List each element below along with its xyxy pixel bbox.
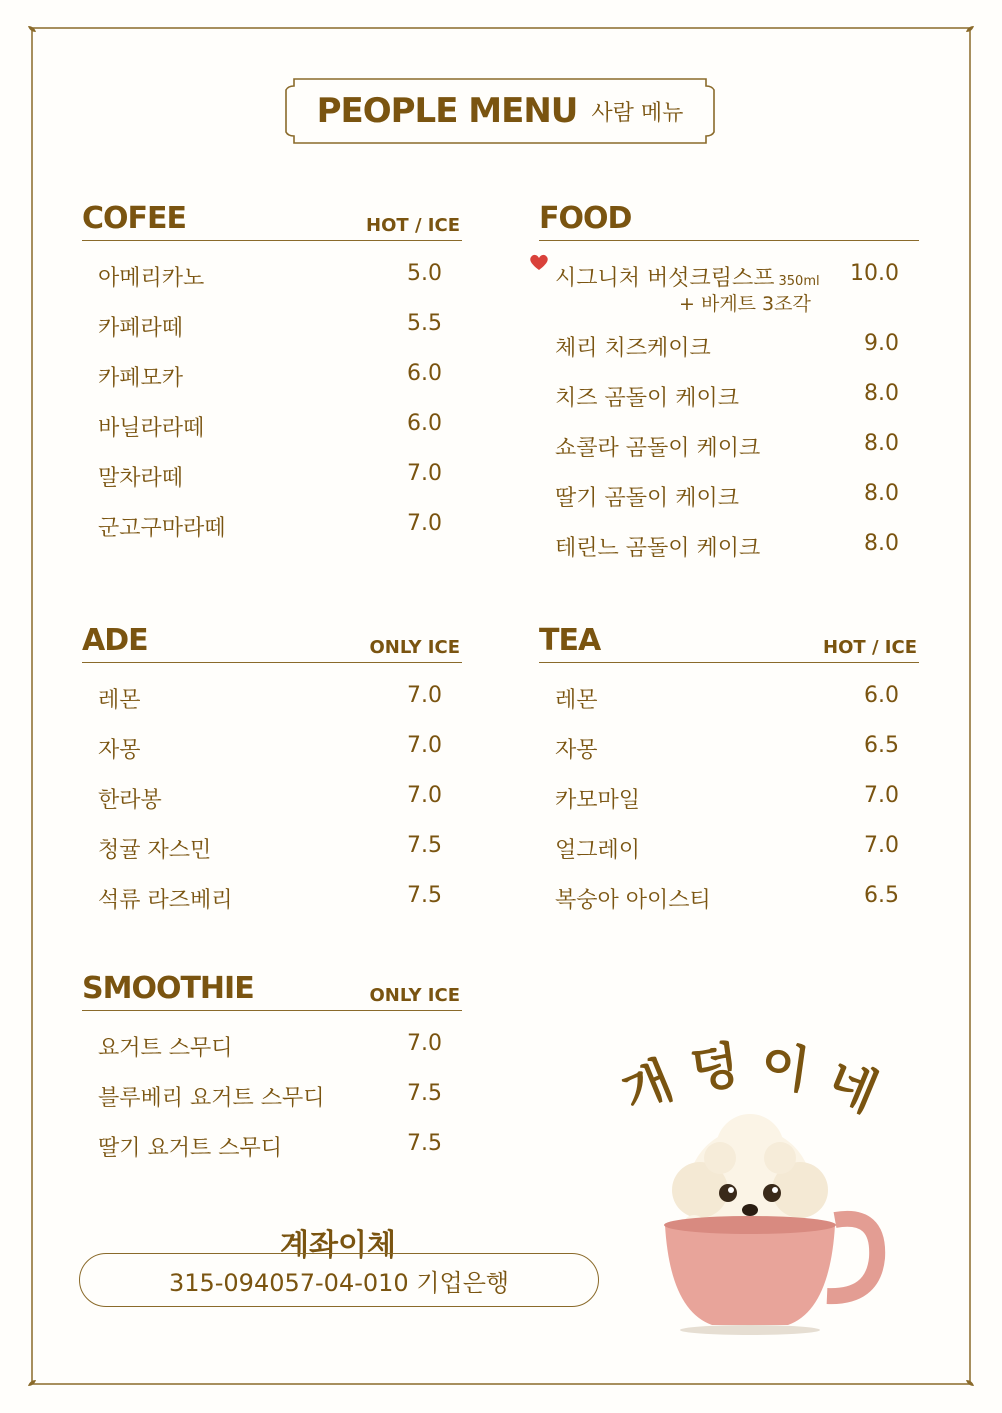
item-size: 350ml [778, 274, 820, 289]
menu-item [539, 771, 919, 821]
menu-item [82, 499, 462, 549]
menu-item [539, 671, 919, 721]
item-price: 5.5 [407, 311, 442, 336]
menu-item [539, 821, 919, 871]
item-price: 7.0 [407, 783, 442, 808]
item-name: 석류 라즈베리 [98, 888, 233, 913]
item-name: 바닐라라떼 [98, 416, 205, 441]
section-note: HOT / ICE [366, 215, 460, 236]
menu-item [539, 469, 919, 519]
menu-item [82, 449, 462, 499]
item-price: 7.0 [407, 733, 442, 758]
section-title: TEA [539, 623, 601, 658]
menu-item [82, 249, 462, 299]
menu-item [82, 1119, 462, 1169]
item-price: 7.0 [864, 783, 899, 808]
item-name: 딸기 요거트 스무디 [98, 1136, 283, 1161]
section-title: SMOOTHIE [82, 971, 254, 1006]
item-name: 복숭아 아이스티 [555, 888, 711, 913]
item-name-text: 시그니처 버섯크림스프 [555, 266, 775, 291]
heart-icon [529, 253, 549, 271]
menu-title [282, 78, 718, 144]
item-name: 카페라떼 [98, 316, 184, 341]
item-name: 군고구마라떼 [98, 516, 226, 541]
item-extra: + 바게트 3조각 [679, 293, 811, 315]
section-ade [82, 620, 462, 921]
menu-item [82, 299, 462, 349]
item-price: 7.5 [407, 833, 442, 858]
item-price: 5.0 [407, 261, 442, 286]
item-price: 8.0 [864, 481, 899, 506]
menu-item [82, 771, 462, 821]
item-price: 7.5 [407, 883, 442, 908]
item-name: 얼그레이 [555, 838, 641, 863]
section-note: ONLY ICE [369, 637, 460, 658]
menu-item [82, 349, 462, 399]
item-name: 딸기 곰돌이 케이크 [555, 486, 740, 511]
item-price: 7.5 [407, 1081, 442, 1106]
account-number: 315-094057-04-010 기업은행 [168, 1268, 510, 1297]
item-price: 8.0 [864, 381, 899, 406]
item-price: 6.5 [864, 733, 899, 758]
section-tea [539, 620, 919, 921]
section-header [539, 198, 919, 241]
section-note: HOT / ICE [823, 637, 917, 658]
item-price: 8.0 [864, 431, 899, 456]
item-name [555, 261, 820, 292]
item-name: 테린느 곰돌이 케이크 [555, 536, 761, 561]
section-title: COFEE [82, 201, 186, 236]
item-name: 레몬 [98, 688, 141, 713]
menu-item [82, 671, 462, 721]
menu-item [82, 721, 462, 771]
menu-item [539, 519, 919, 569]
item-price: 7.0 [407, 683, 442, 708]
item-name: 체리 치즈케이크 [555, 336, 711, 361]
menu-item [82, 1019, 462, 1069]
item-name: 자몽 [555, 738, 598, 763]
section-coffee [82, 198, 462, 549]
menu-item [82, 871, 462, 921]
section-header [539, 620, 919, 663]
section-smoothie [82, 968, 462, 1169]
section-food [539, 198, 919, 569]
account-label: 계좌이체 [280, 1228, 396, 1263]
menu-title-main: PEOPLE MENU [316, 91, 578, 131]
menu-item [82, 821, 462, 871]
item-name: 말차라떼 [98, 466, 184, 491]
item-name: 한라봉 [98, 788, 162, 813]
puppy-in-cup-icon [590, 1030, 910, 1340]
menu-item [539, 319, 919, 369]
item-name: 카모마일 [555, 788, 641, 813]
menu-item [539, 871, 919, 921]
menu-item [82, 399, 462, 449]
item-price: 6.5 [864, 883, 899, 908]
menu-item [539, 369, 919, 419]
item-price: 7.0 [407, 461, 442, 486]
item-price: 6.0 [407, 411, 442, 436]
item-price: 10.0 [850, 261, 899, 286]
item-price: 7.0 [864, 833, 899, 858]
item-name: 아메리카노 [98, 266, 205, 291]
item-price: 7.0 [407, 1031, 442, 1056]
section-title: ADE [82, 623, 148, 658]
section-header [82, 620, 462, 663]
item-name: 블루베리 요거트 스무디 [98, 1086, 325, 1111]
menu-item [82, 1069, 462, 1119]
item-name: 레몬 [555, 688, 598, 713]
account-number-box [79, 1253, 599, 1307]
item-name: 쇼콜라 곰돌이 케이크 [555, 436, 761, 461]
item-name: 요거트 스무디 [98, 1036, 233, 1061]
item-price: 6.0 [864, 683, 899, 708]
section-title: FOOD [539, 201, 632, 236]
brand-logo-text: 개 덩 이 네 [614, 1035, 886, 1123]
section-note: ONLY ICE [369, 985, 460, 1006]
section-header [82, 198, 462, 241]
item-price: 8.0 [864, 531, 899, 556]
menu-title-korean: 사람 메뉴 [591, 100, 684, 126]
menu-item-featured [539, 249, 919, 319]
item-price: 9.0 [864, 331, 899, 356]
section-header [82, 968, 462, 1011]
item-name: 카페모카 [98, 366, 184, 391]
item-price: 7.5 [407, 1131, 442, 1156]
menu-item [539, 419, 919, 469]
item-name: 치즈 곰돌이 케이크 [555, 386, 740, 411]
menu-item [539, 721, 919, 771]
item-price: 6.0 [407, 361, 442, 386]
item-name: 자몽 [98, 738, 141, 763]
item-name: 청귤 자스민 [98, 838, 212, 863]
item-price: 7.0 [407, 511, 442, 536]
